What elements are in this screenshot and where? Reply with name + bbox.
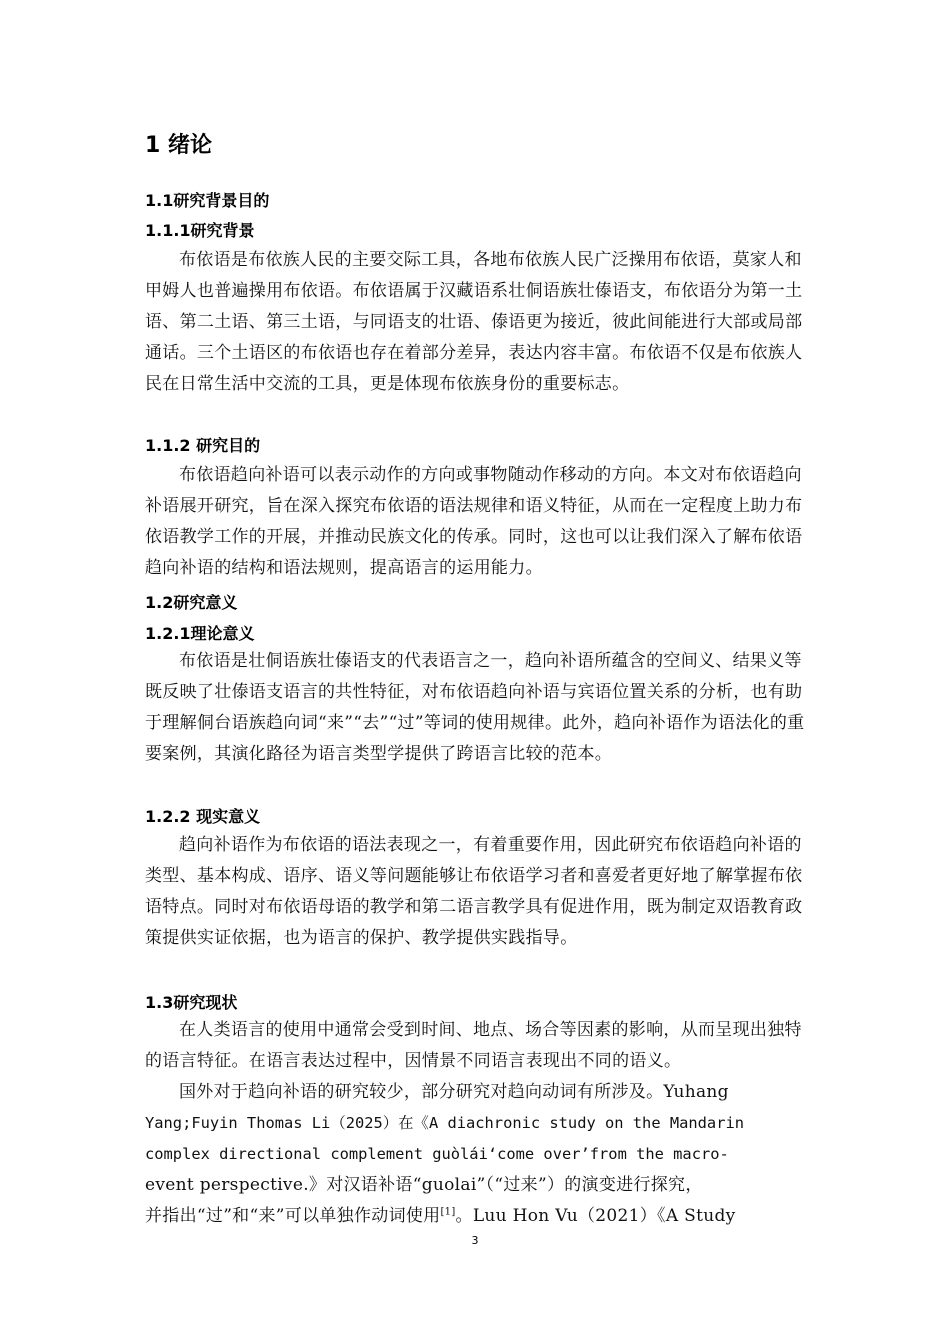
paragraph-status-2-line-5 [145, 1201, 807, 1232]
status-2-line-5-tail: 。Luu Hon Vu（2021）《A Study [455, 1206, 736, 1226]
paragraph-status-2-line-2: Yang;Fuyin Thomas Li（2025）在《A diachronic study on the Mandarin [145, 1114, 744, 1132]
paragraph-status-2-line-3: complex directional complement guòlái‘come over’from the macro- [145, 1145, 729, 1163]
section-heading-1-2: 1.2研究意义 [145, 593, 238, 612]
paragraph-status-2-line-4: event perspective.》对汉语补语“guolai”（“过来”）的演变进行探究， [145, 1175, 703, 1195]
page-number: 3 [471, 1234, 479, 1247]
status-2-line-5-text: 并指出“过”和“来”可以单独作动词使用 [145, 1206, 441, 1226]
paragraph-theory: 布依语是壮侗语族壮傣语支的代表语言之一，趋向补语所蕴含的空间义、结果义等既反映了壮傣语支语言的共性特征，对布依语趋向补语与宾语位置关系的分析，也有助于理解侗台语族趋向词“来”“去”“过”等词的使用规律。此外，趋向补语作为语法化的重要案例，其演化路径为语言类型学提供了跨语言比较的范本。 [145, 651, 805, 764]
paragraph-status-2-line-1: 国外对于趋向补语的研究较少，部分研究对趋向动词有所涉及。Yuhang [179, 1082, 729, 1102]
subsection-heading-1-1-2: 1.1.2 研究目的 [145, 436, 261, 455]
section-heading-1-1: 1.1研究背景目的 [145, 191, 270, 210]
paragraph-status-1: 在人类语言的使用中通常会受到时间、地点、场合等因素的影响，从而呈现出独特的语言特征。在语言表达过程中，因情景不同语言表现出不同的语义。 [145, 1020, 802, 1071]
paragraph-background: 布依语是布依族人民的主要交际工具，各地布依族人民广泛操用布依语，莫家人和甲姆人也普遍操用布依语。布依语属于汉藏语系壮侗语族壮傣语支，布依语分为第一土语、第二土语、第三土语，与同语支的壮语、傣语更为接近，彼此间能进行大部或局部通话。三个土语区的布依语也存在着部分差异，表达内容丰富。布依语不仅是布依族人民在日常生活中交流的工具，更是体现布依族身份的重要标志。 [145, 250, 803, 394]
subsection-heading-1-1-1: 1.1.1研究背景 [145, 221, 255, 240]
subsection-heading-1-2-2: 1.2.2 现实意义 [145, 807, 261, 826]
subsection-heading-1-2-1: 1.2.1理论意义 [145, 624, 255, 643]
paragraph-purpose: 布依语趋向补语可以表示动作的方向或事物随动作移动的方向。本文对布依语趋向补语展开研究，旨在深入探究布依语的语法规律和语义特征，从而在一定程度上助力布依语教学工作的开展，并推动民族文化的传承。同时，这也可以让我们深入了解布依语趋向补语的结构和语法规则，提高语言的运用能力。 [145, 465, 803, 578]
chapter-title: 1 绪论 [145, 133, 212, 158]
citation-marker: [1] [440, 1206, 456, 1218]
paragraph-practice: 趋向补语作为布依语的语法表现之一，有着重要作用，因此研究布依语趋向补语的类型、基本构成、语序、语义等问题能够让布依语学习者和喜爱者更好地了解掌握布依语特点。同时对布依语母语的教学和第二语言教学具有促进作用，既为制定双语教育政策提供实证依据，也为语言的保护、教学提供实践指导。 [145, 835, 803, 948]
section-heading-1-3: 1.3研究现状 [145, 993, 238, 1012]
